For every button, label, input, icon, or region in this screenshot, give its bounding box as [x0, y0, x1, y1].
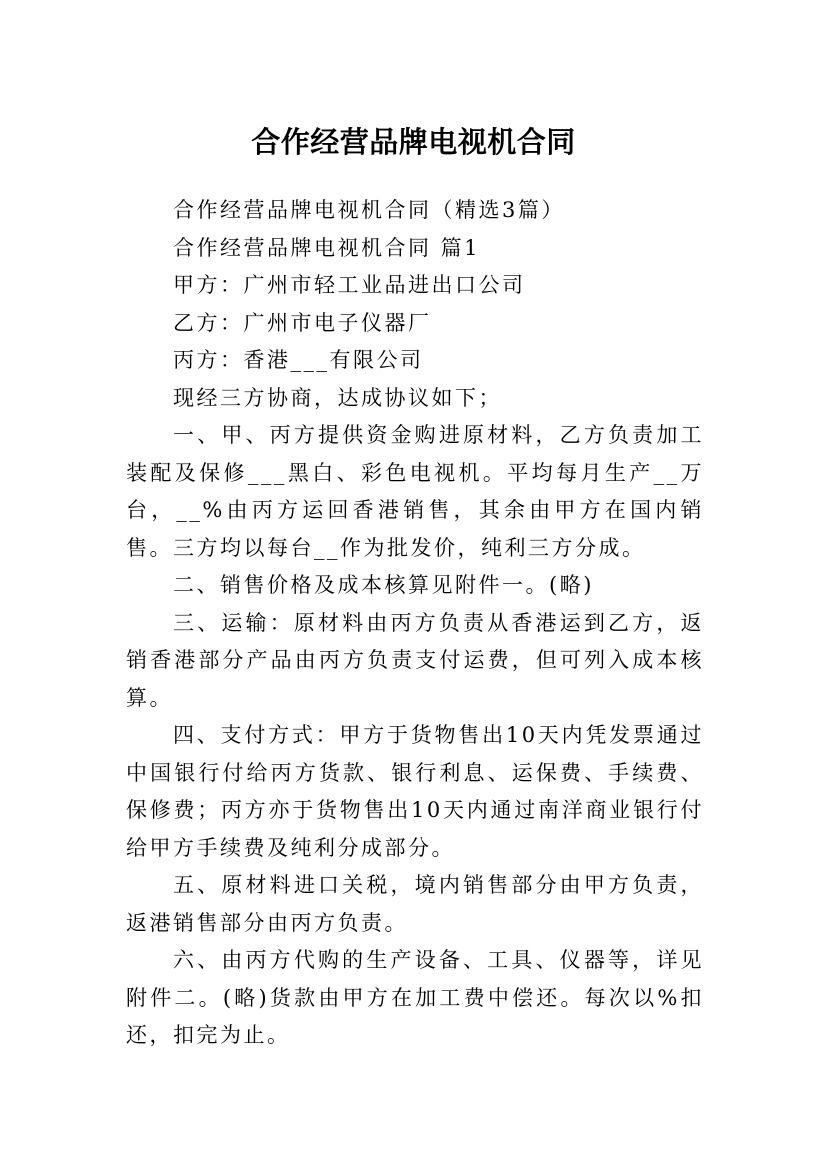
document-title: 合作经营品牌电视机合同	[251, 125, 576, 160]
paragraph-section-heading: 合作经营品牌电视机合同 篇1	[173, 235, 481, 260]
document-body	[126, 192, 704, 1055]
paragraph-clause-6: 六、由丙方代购的生产设备、工具、仪器等，详见附件二。(略)货款由甲方在加工费中偿还。每次以%扣还，扣完为止。	[126, 948, 704, 1047]
paragraph-party-a: 甲方：广州市轻工业品进出口公司	[173, 273, 526, 297]
paragraph-agreement-intro: 现经三方协商，达成协议如下；	[173, 385, 502, 410]
paragraph-collection-title: 合作经营品牌电视机合同（精选3篇）	[173, 198, 565, 222]
paragraph-clause-4: 四、支付方式：甲方于货物售出10天内凭发票通过中国银行付给丙方货款、银行利息、运保费、手续费、保修费；丙方亦于货物售出10天内通过南洋商业银行付给甲方手续费及纯利分成部分。	[126, 723, 704, 860]
paragraph-party-b: 乙方：广州市电子仪器厂	[173, 310, 432, 335]
paragraph-clause-5: 五、原材料进口关税，境内销售部分由甲方负责，返港销售部分由丙方负责。	[126, 873, 704, 935]
paragraph-clause-2: 二、销售价格及成本核算见附件一。(略)	[173, 573, 594, 597]
paragraph-party-c: 丙方：香港___有限公司	[173, 348, 424, 372]
paragraph-clause-3: 三、运输：原材料由丙方负责从香港运到乙方，返销香港部分产品由丙方负责支付运费，但可列入成本核算。	[126, 610, 704, 710]
paragraph-clause-1: 一、甲、丙方提供资金购进原材料，乙方负责加工装配及保修___黑白、彩色电视机。平均每月生产__万台，__%由丙方运回香港销售，其余由甲方在国内销售。三方均以每台__作为批发价，纯利三方分成。	[126, 423, 704, 560]
